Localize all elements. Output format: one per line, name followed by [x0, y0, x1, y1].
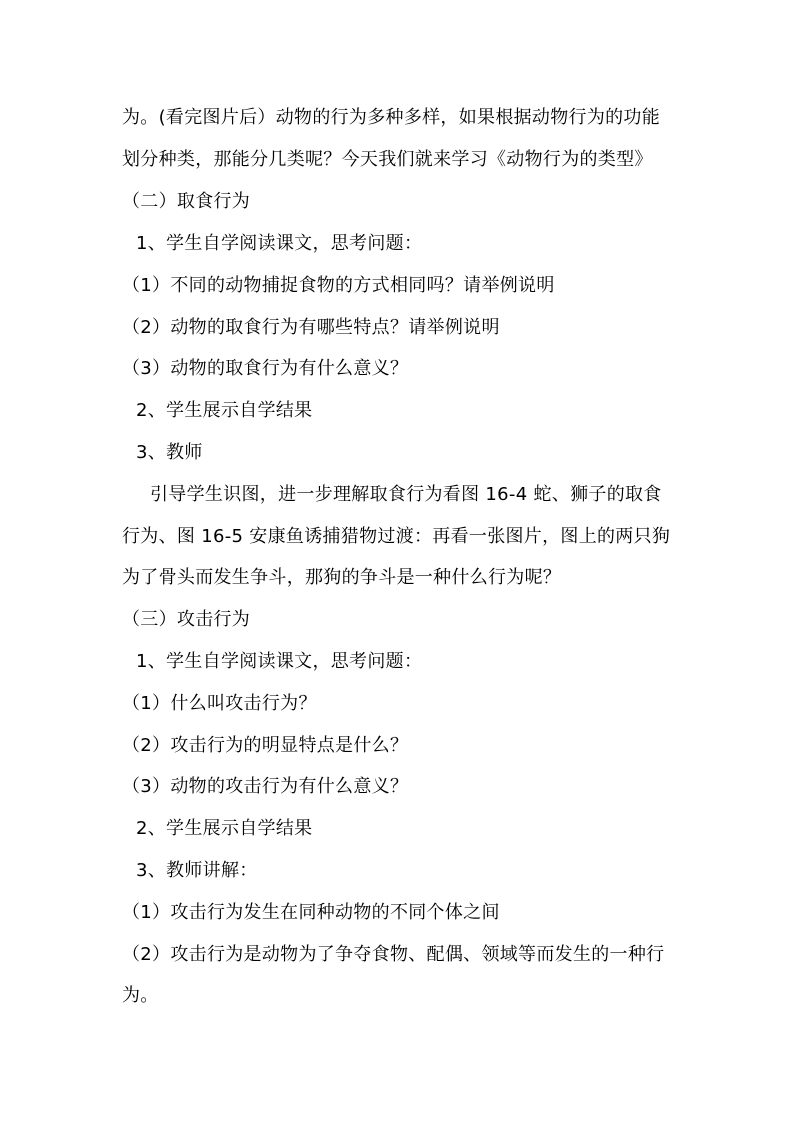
- paragraph-line: 行为、图 16-5 安康鱼诱捕猎物过渡：再看一张图片，图上的两只狗: [122, 526, 671, 547]
- list-item: 2、学生展示自学结果: [136, 400, 313, 421]
- list-item: 1、学生自学阅读课文，思考问题：: [136, 233, 423, 254]
- explanation-item: （1）攻击行为发生在同种动物的不同个体之间: [122, 902, 500, 923]
- paragraph-line: 为了骨头而发生争斗，那狗的争斗是一种什么行为呢？: [122, 567, 562, 588]
- paragraph-line: 引导学生识图，进一步理解取食行为看图 16-4 蛇、狮子的取食: [150, 484, 662, 505]
- question-item: （1）什么叫攻击行为？: [122, 693, 317, 714]
- paragraph-line: 为。: [122, 985, 159, 1006]
- paragraph-line: 划分种类，那能分几类呢？今天我们就来学习《动物行为的类型》: [122, 149, 653, 170]
- paragraph-line: 为。(看完图片后）动物的行为多种多样，如果根据动物行为的功能: [122, 107, 661, 128]
- question-item: （3）动物的取食行为有什么意义？: [122, 358, 409, 379]
- question-item: （3）动物的攻击行为有什么意义？: [122, 776, 409, 797]
- list-item: 3、教师讲解：: [136, 860, 258, 881]
- list-item: 3、教师: [136, 442, 203, 463]
- question-item: （1）不同的动物捕捉食物的方式相同吗？请举例说明: [122, 275, 555, 296]
- explanation-item: （2）攻击行为是动物为了争夺食物、配偶、领域等而发生的一种行: [122, 944, 665, 965]
- section-heading-feeding: （二）取食行为: [122, 191, 251, 212]
- section-heading-attack: （三）攻击行为: [122, 609, 251, 630]
- list-item: 1、学生自学阅读课文，思考问题：: [136, 651, 423, 672]
- question-item: （2）攻击行为的明显特点是什么？: [122, 735, 409, 756]
- question-item: （2）动物的取食行为有哪些特点？请举例说明: [122, 317, 500, 338]
- list-item: 2、学生展示自学结果: [136, 818, 313, 839]
